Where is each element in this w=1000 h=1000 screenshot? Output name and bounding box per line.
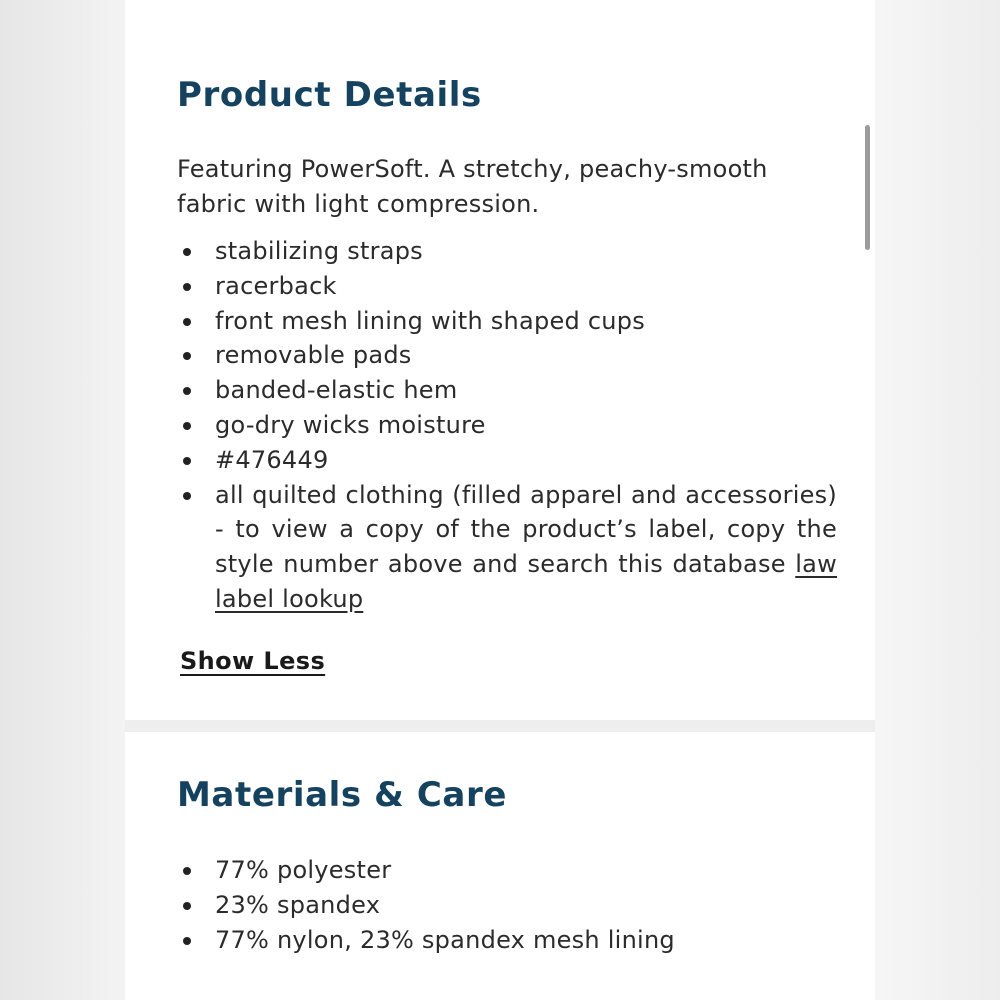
material-text: 23% spandex (215, 890, 381, 919)
bullet-icon (183, 937, 191, 945)
bullet-icon (183, 248, 191, 256)
list-item (177, 338, 837, 373)
list-item (177, 408, 837, 443)
bullet-icon (183, 318, 191, 326)
list-item-label-note (177, 478, 837, 617)
list-item (177, 304, 837, 339)
label-note-text: all quilted clothing (filled apparel and accessories) - to view a copy of the product’s label, copy the style number above and search this database (215, 480, 837, 579)
bullet-icon (183, 902, 191, 910)
show-less-button[interactable]: Show Less (180, 647, 326, 675)
product-details-intro: Featuring PowerSoft. A stretchy, peachy-smooth fabric with light compression. (177, 155, 768, 218)
materials-list (177, 853, 837, 957)
page-background-left (0, 0, 125, 1000)
feature-text: go-dry wicks moisture (215, 410, 486, 439)
bullet-icon (183, 283, 191, 291)
materials-care-heading: Materials & Care (177, 775, 507, 815)
material-text: 77% nylon, 23% spandex mesh lining (215, 925, 675, 954)
feature-text: front mesh lining with shaped cups (215, 306, 645, 335)
list-item (177, 888, 837, 923)
list-item (177, 923, 837, 958)
bullet-icon (183, 422, 191, 430)
feature-text: banded-elastic hem (215, 376, 458, 405)
list-item (177, 269, 837, 304)
material-text: 77% polyester (215, 856, 392, 884)
list-item (177, 853, 837, 888)
style-number: #476449 (215, 445, 329, 474)
bullet-icon (183, 457, 191, 465)
feature-text: removable pads (215, 341, 412, 370)
bullet-icon (183, 867, 191, 875)
bullet-icon (183, 492, 191, 500)
feature-text: stabilizing straps (215, 237, 423, 265)
section-divider (125, 720, 875, 732)
bullet-icon (183, 352, 191, 360)
law-label-lookup-link[interactable]: law label lookup (215, 550, 837, 613)
list-item (177, 373, 837, 408)
page-background-right (875, 0, 1000, 1000)
product-features-list (177, 234, 837, 617)
feature-text: racerback (215, 271, 337, 300)
scrollbar-thumb[interactable] (865, 125, 870, 250)
bullet-icon (183, 387, 191, 395)
product-details-heading: Product Details (177, 75, 482, 115)
list-item (177, 234, 837, 269)
list-item (177, 443, 837, 478)
